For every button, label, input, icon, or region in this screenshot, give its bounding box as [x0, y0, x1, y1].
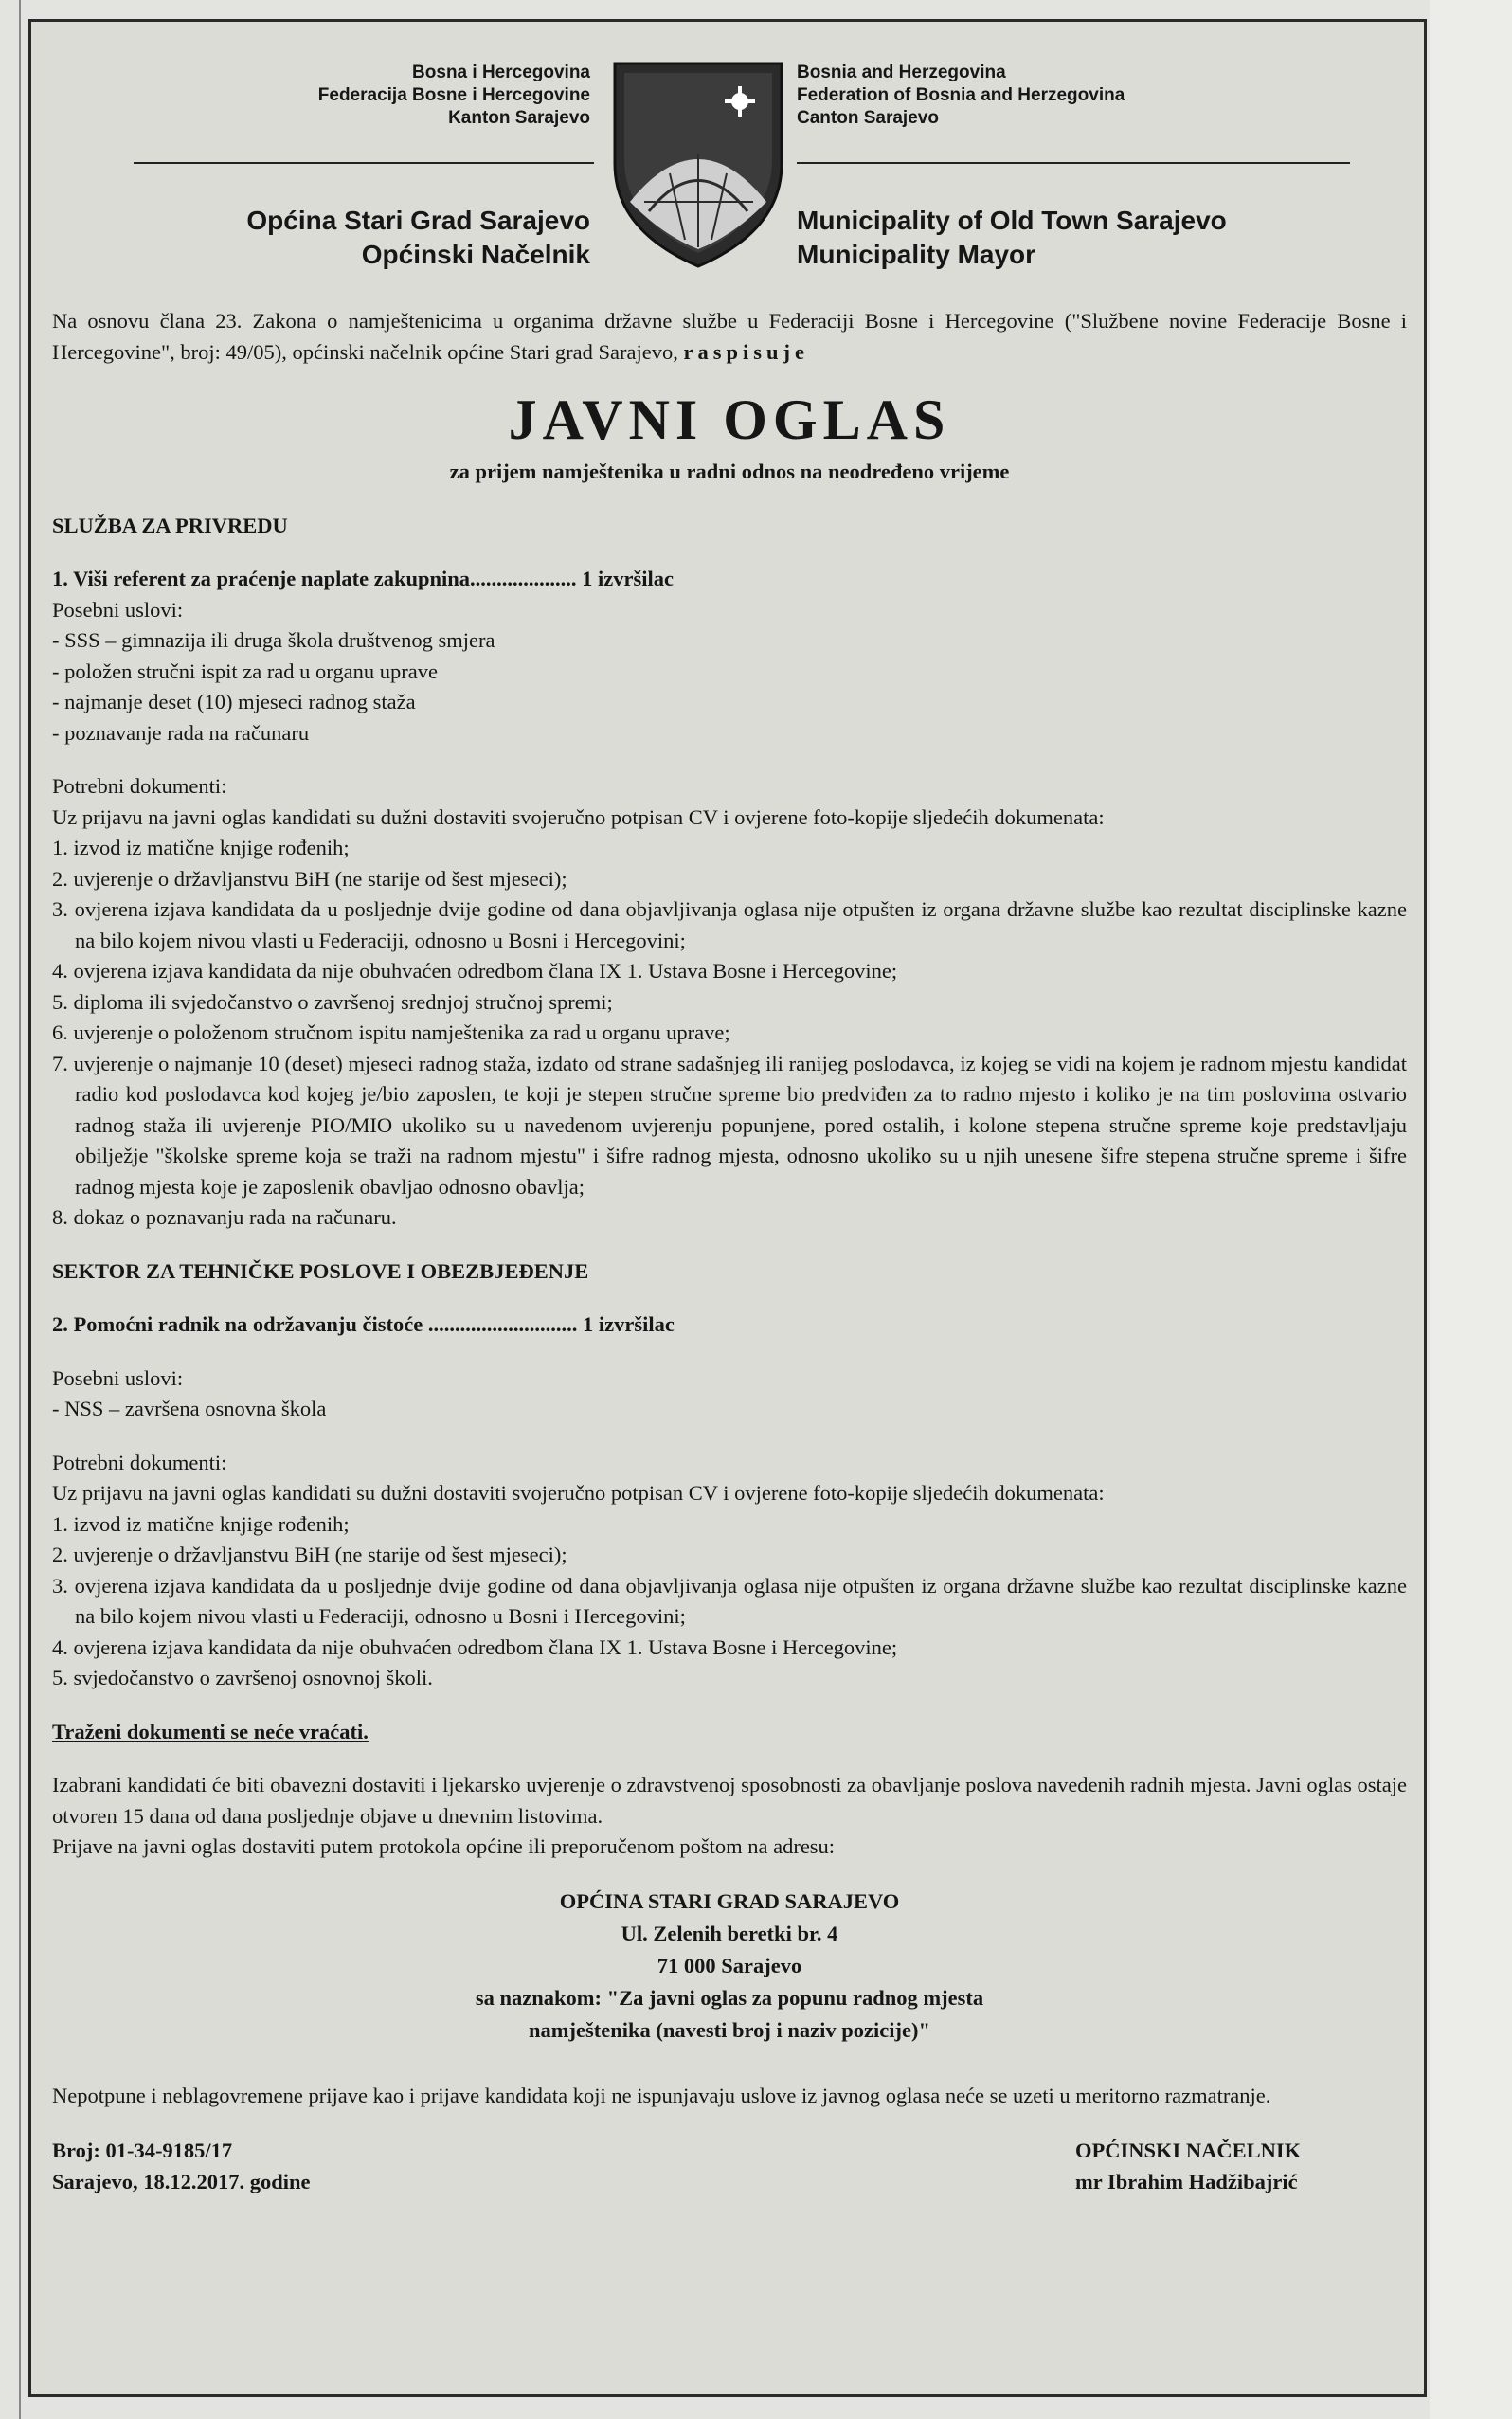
section2-position: 2. Pomoćni radnik na održavanju čistoće ............................ 1 izvršilac [52, 1312, 675, 1336]
section1-conditions-label: Posebni uslovi: [52, 597, 184, 622]
address-line: OPĆINA STARI GRAD SARAJEVO [559, 1888, 900, 1913]
closing-paragraph: Prijave na javni oglas dostaviti putem protokola općine ili preporučenom poštom na adresu: [52, 1834, 836, 1858]
section2-doc: 4. ovjerena izjava kandidata da nije obuhvaćen odredbom člana IX 1. Ustava Bosne i Hercegovine; [52, 1634, 898, 1659]
header-rule-right [797, 162, 1350, 164]
announcement-title: JAVNI OGLAS [508, 388, 951, 451]
address-line: Ul. Zelenih beretki br. 4 [621, 1921, 838, 1945]
announcement-frame [28, 19, 1427, 2397]
section1-condition: - poznavanje rada na računaru [52, 720, 310, 745]
section2-conditions-label: Posebni uslovi: [52, 1365, 184, 1390]
section2-docs-label: Potrebni dokumenti: [52, 1450, 227, 1474]
section1-doc: 3. ovjerena izjava kandidata da u posljednje dvije godine od dana objavljivanja oglasa nije otpušten iz organa državne službe kao rezultat disciplinske kazne na bilo kojem nivou vlasti u Federaciji, odnosno u Bosni i Hercegovini; [52, 897, 1407, 952]
header-left-line: Federacija Bosne i Hercegovine [317, 85, 590, 105]
header-left [246, 62, 590, 269]
address-line: 71 000 Sarajevo [657, 1953, 802, 1977]
section1-condition: - najmanje deset (10) mjeseci radnog staža [52, 690, 416, 713]
section2-doc: 3. ovjerena izjava kandidata da u posljednje dvije godine od dana objavljivanja oglasa nije otpušten iz organa državne službe kao rezultat disciplinske kazne na bilo kojem nivou vlasti u Federaciji, odnosno u Bosni i Hercegovini; [52, 1573, 1407, 1628]
mayor-title-en: Municipality Mayor [797, 240, 1036, 269]
signatory-title: OPĆINSKI NAČELNIK [1075, 2139, 1302, 2162]
announcement-body [52, 306, 1407, 2202]
intro-paragraph [52, 306, 1407, 368]
header-right-line: Bosnia and Herzegovina [797, 63, 1006, 82]
section1-condition: - položen stručni ispit za rad u organu uprave [52, 659, 438, 683]
section1-doc: 5. diploma ili svjedočanstvo o završenoj srednjoj stručnoj spremi; [52, 989, 613, 1014]
section2-doc: 1. izvod iz matične knjige rođenih; [52, 1511, 350, 1536]
section1-doc: 2. uvjerenje o državljanstvu BiH (ne starije od šest mjeseci); [52, 866, 567, 891]
section1-docs-label: Potrebni dokumenti: [52, 774, 227, 798]
notice-documents-not-returned: Traženi dokumenti se neće vraćati. [52, 1719, 369, 1743]
place-date: Sarajevo, 18.12.2017. godine [52, 2169, 311, 2193]
header-left-line: Kanton Sarajevo [448, 108, 590, 128]
newspaper-margin [1430, 0, 1512, 2419]
header-right [797, 62, 1227, 269]
announcement-subtitle: za prijem namještenika u radni odnos na neodređeno vrijeme [449, 460, 1010, 483]
address-line: namještenika (navesti broj i naziv pozicije)" [529, 2017, 930, 2042]
section1-condition: - SSS – gimnazija ili druga škola društvenog smjera [52, 628, 495, 652]
intro-text: Na osnovu člana 23. Zakona o namještenicima u organima državne službe u Federaciji Bosne i Hercegovine ("Službene novine Federacije Bosne i Hercegovine", broj: 49/05), općinski načelnik općine Stari grad Sarajevo, [52, 309, 1407, 364]
section2-condition: - NSS – završena osnovna škola [52, 1397, 327, 1420]
section2-doc: 5. svjedočanstvo o završenoj osnovnoj školi. [52, 1666, 433, 1689]
page-edge-line [19, 0, 21, 2419]
header-right-line: Federation of Bosnia and Herzegovina [797, 85, 1125, 105]
header-left-line: Bosna i Hercegovina [412, 63, 590, 82]
section1-docs-intro: Uz prijavu na javni oglas kandidati su dužni dostaviti svojeručno potpisan CV i ovjerene foto-kopije sljedećih dokumenata: [52, 804, 1105, 829]
intro-emphasis: raspisuje [683, 339, 810, 364]
footer [52, 2136, 1407, 2202]
closing-paragraph: Izabrani kandidati će biti obavezni dostaviti i ljekarsko uvjerenje o zdravstvenoj sposobnosti za obavljanje poslova navedenih radnih mjesta. Javni oglas ostaje otvoren 15 dana od dana posljednje objave u dnevnim listovima. [52, 1773, 1407, 1828]
section2-doc: 2. uvjerenje o državljanstvu BiH (ne starije od šest mjeseci); [52, 1543, 567, 1566]
municipality-name-bs: Općina Stari Grad Sarajevo [246, 206, 590, 235]
section1-doc: 7. uvjerenje o najmanje 10 (deset) mjeseci radnog staža, izdato od strane sadašnjeg ili ranijeg poslodavca, iz kojeg se vidi na kojem je radnom mjestu kandidat radio kod poslodavca kod kojeg je/bio zaposlen, te koji je stepen stručne spreme bio predviđen za to radno mjesto i koliko je na tim poslovima ostvario radnog staža ili uvjerenje PIO/MIO ukoliko su u navedenom uvjerenju popunjene, pored ostalih, i kolone stepena stručne spreme koje predstavljaju obilježje "školske spreme koja se traži na radnom mjestu" i šifre radnog mjesta, odnosno ukoliko su u njih unesene šifre stepena stručne spreme i šifre radnog mjesta koje je zaposlenik obavljao odnosno obavlja; [52, 1051, 1407, 1199]
section1-doc: 6. uvjerenje o položenom stručnom ispitu namještenika za rad u organu uprave; [52, 1020, 730, 1044]
header-rule-left [134, 162, 594, 164]
coat-of-arms-icon [611, 60, 785, 270]
section2-docs-intro: Uz prijavu na javni oglas kandidati su dužni dostaviti svojeručno potpisan CV i ovjerene foto-kopije sljedećih dokumenata: [52, 1481, 1105, 1505]
mayor-title-bs: Općinski Načelnik [361, 240, 590, 269]
signatory-name: mr Ibrahim Hadžibajrić [1075, 2169, 1298, 2193]
document-number: Broj: 01-34-9185/17 [52, 2139, 233, 2162]
section1-doc: 4. ovjerena izjava kandidata da nije obuhvaćen odredbom člana IX 1. Ustava Bosne i Hercegovine; [52, 959, 898, 983]
section1-position: 1. Viši referent za praćenje naplate zakupnina.................... 1 izvršilac [52, 567, 674, 590]
section1-doc: 1. izvod iz matične knjige rođenih; [52, 836, 350, 859]
section1-heading: SLUŽBA ZA PRIVREDU [52, 513, 288, 537]
final-note: Nepotpune i neblagovremene prijave kao i prijave kandidata koji ne ispunjavaju uslove iz javnog oglasa neće se uzeti u meritorno razmatranje. [52, 2083, 1271, 2107]
section1-doc: 8. dokaz o poznavanju rada na računaru. [52, 1205, 397, 1229]
section2-heading: SEKTOR ZA TEHNIČKE POSLOVE I OBEZBJEĐENJE [52, 1258, 589, 1283]
header-right-line: Canton Sarajevo [797, 108, 939, 128]
header [31, 22, 1424, 306]
municipality-name-en: Municipality of Old Town Sarajevo [797, 206, 1227, 235]
address-line: sa naznakom: "Za javni oglas za popunu radnog mjesta [475, 1985, 984, 2010]
